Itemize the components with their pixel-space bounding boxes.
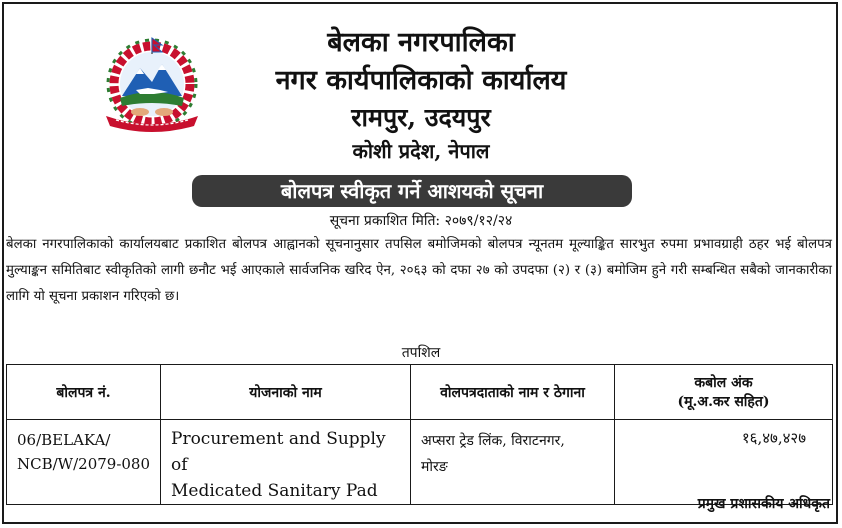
bidder-line: मोरङ [421,459,448,475]
project-name-line: Medicated Sanitary Pad [171,481,378,501]
header-bidder: वोलपत्रदाताको नाम र ठेगाना [411,365,615,420]
office-location: रामपुर, उदयपुर [351,103,491,132]
header-amount-note: (मू.अ.कर सहित) [677,394,770,410]
office-name: नगर कार्यपालिकाको कार्यालय [275,65,567,96]
cell-bid-number [7,420,161,505]
published-date: सूचना प्रकाशित मिति: २०७९/१२/२४ [329,213,513,229]
bid-number-line: 06/BELAKA/ [17,431,111,449]
header-project-name: योजनाको नाम [161,365,411,420]
cell-project-name [161,420,411,505]
table-row [7,420,833,505]
project-name-line: Procurement and Supply of [171,429,386,475]
header-amount [615,365,833,420]
municipality-name: बेलका नगरपालिका [327,27,515,58]
table-header-row [7,365,833,420]
cell-bidder [411,420,615,505]
bid-number-line: NCB/W/2079-080 [17,455,151,473]
province-country: कोशी प्रदेश, नेपाल [352,139,490,163]
cell-amount: १६,४७,४२७ [615,420,833,505]
notice-title: बोलपत्र स्वीकृत गर्ने आशयको सूचना [192,175,632,207]
header-amount-label: कबोल अंक [694,375,753,391]
header-bid-number: बोलपत्र नं. [7,365,161,420]
signatory-title: प्रमुख प्रशासकीय अधिकृत [697,496,830,512]
schedule-title: तपशिल [401,345,441,361]
bid-table [6,364,833,505]
notice-body: बेलका नगरपालिकाको कार्यालयबाट प्रकाशित बोलपत्र आह्वानको सूचनानुसार तपसिल बमोजिमको बोलपत्र न्यूनतम मूल्याङ्कित सारभुत रुपमा प्रभावग्राही ठहर भई बोलपत्र मुल्याङ्कन समितिबाट स्वीकृतिको लागी छनौट भई आएकाले सार्वजनिक खरिद ऐन, २०६३ को दफा २७ को उपदफा (२) र (३) बमोजिम हुने गरी सम्बन्धित सबैको जानकारीका लागि यो सूचना प्रकाशन गरिएको छ। [6,237,832,304]
bidder-line: अप्सरा ट्रेड लिंक, विराटनगर, [421,433,565,449]
